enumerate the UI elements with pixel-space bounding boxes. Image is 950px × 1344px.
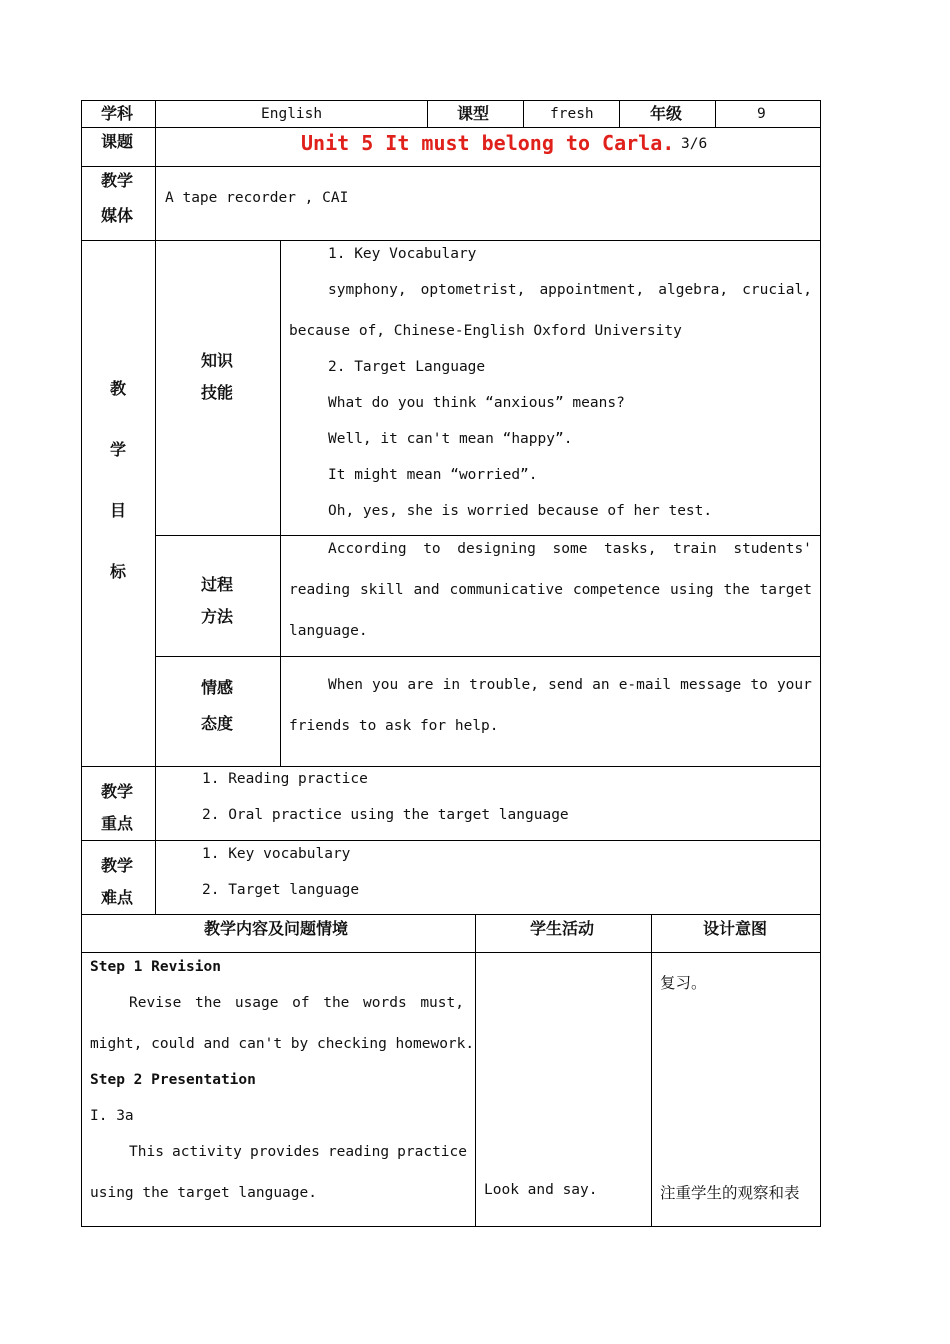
target-language-heading: 2. Target Language	[328, 359, 486, 375]
process-word: some	[552, 541, 588, 557]
lesson-period: 3/6	[681, 136, 708, 152]
vocab-word: algebra,	[658, 282, 729, 298]
step-2-word: provides	[249, 1144, 320, 1160]
table-border	[81, 914, 821, 915]
objectives-label-char: 目	[110, 501, 127, 520]
lesson-title: Unit 5 It must belong to Carla.	[301, 131, 675, 155]
step-2-word: practice	[397, 1144, 467, 1160]
table-border	[427, 100, 428, 128]
design-intent: 注重学生的观察和表	[660, 1184, 800, 1202]
subject-label: 学科	[101, 104, 134, 123]
vocab-word: appointment,	[539, 282, 645, 298]
table-border	[81, 100, 821, 101]
step-1-word: the	[323, 995, 350, 1011]
emotion-word: an	[592, 677, 610, 693]
table-border	[81, 127, 821, 128]
step-1-word: the	[195, 995, 222, 1011]
process-word: students'	[733, 541, 812, 557]
step-2-line-1	[129, 1143, 467, 1161]
target-language-line: Oh, yes, she is worried because of her test.	[328, 503, 713, 519]
step-1-word: must,	[420, 995, 464, 1011]
step-1-word: Revise	[129, 995, 182, 1011]
difficult-point-item: 1. Key vocabulary	[202, 846, 351, 862]
process-label-2: 方法	[201, 607, 234, 626]
table-border	[475, 914, 476, 1227]
table-border	[523, 100, 524, 128]
process-word: According	[328, 541, 407, 557]
key-points-label-2: 重点	[101, 814, 134, 833]
process-word: train	[673, 541, 717, 557]
vocab-word: optometrist,	[420, 282, 526, 298]
emotion-label-2: 态度	[201, 714, 234, 733]
emotion-label-1: 情感	[201, 678, 234, 697]
process-word: tasks,	[604, 541, 657, 557]
objectives-label-char: 学	[110, 440, 127, 459]
step-1-word: words	[363, 995, 407, 1011]
table-border	[81, 766, 821, 767]
table-border	[155, 100, 156, 915]
process-word: reading	[289, 582, 351, 598]
design-intent: 复习。	[660, 974, 707, 992]
process-line-3: language.	[289, 623, 368, 639]
emotion-word: your	[776, 677, 812, 693]
vocab-word: crucial,	[742, 282, 812, 298]
target-language-line: What do you think “anxious” means?	[328, 395, 625, 411]
step-1-word: of	[292, 995, 310, 1011]
objectives-label-char: 教	[110, 379, 127, 398]
table-border	[81, 100, 82, 1227]
difficult-point-item: 2. Target language	[202, 882, 360, 898]
step-1-line-1	[129, 994, 464, 1012]
emotion-word: trouble,	[469, 677, 540, 693]
process-word: target	[759, 582, 812, 598]
table-border	[155, 535, 821, 536]
media-value: A tape recorder , CAI	[165, 190, 349, 206]
topic-label: 课题	[101, 132, 134, 151]
emotion-line-1	[328, 676, 812, 694]
process-line-2	[289, 581, 812, 599]
process-word: communicative	[449, 582, 563, 598]
emotion-word: send	[548, 677, 584, 693]
column-header-activity: 学生活动	[530, 919, 595, 938]
table-border	[81, 166, 821, 167]
lesson-type-label: 课型	[457, 104, 490, 123]
emotion-word: When	[328, 677, 363, 693]
step-2-word: activity	[172, 1144, 242, 1160]
section-label: I. 3a	[90, 1108, 134, 1124]
table-border	[81, 840, 821, 841]
column-header-intent: 设计意图	[703, 919, 768, 938]
knowledge-label-1: 知识	[201, 351, 234, 370]
key-vocabulary-heading: 1. Key Vocabulary	[328, 246, 477, 262]
vocabulary-words	[328, 281, 812, 299]
table-border	[81, 1226, 821, 1227]
subject-value: English	[261, 106, 323, 122]
table-border	[619, 100, 620, 128]
step-1-line-2: might, could and can't by checking homework.	[90, 1036, 475, 1052]
emotion-word: message	[680, 677, 742, 693]
emotion-word: in	[442, 677, 461, 693]
media-label-2: 媒体	[101, 206, 134, 225]
column-header-content: 教学内容及问题情境	[204, 919, 349, 938]
step-1-word: usage	[234, 995, 279, 1011]
table-border	[81, 952, 821, 953]
step-2-word: reading	[327, 1144, 390, 1160]
vocab-word: symphony,	[328, 282, 407, 298]
grade-value: 9	[757, 106, 766, 122]
table-border	[715, 100, 716, 128]
process-word: the	[723, 582, 750, 598]
table-border	[155, 656, 821, 657]
lesson-type-value: fresh	[550, 106, 594, 122]
target-language-line: Well, it can't mean “happy”.	[328, 431, 573, 447]
objectives-label-char: 标	[110, 562, 127, 581]
key-points-label-1: 教学	[101, 782, 134, 801]
process-word: using	[670, 582, 714, 598]
step-1-title: Step 1 Revision	[90, 959, 221, 975]
step-2-title: Step 2 Presentation	[90, 1072, 256, 1088]
knowledge-label-2: 技能	[201, 383, 234, 402]
table-border	[820, 100, 821, 1227]
media-label-1: 教学	[101, 171, 134, 190]
process-word: to	[423, 541, 441, 557]
process-word: skill	[359, 582, 404, 598]
emotion-word: e-mail	[618, 677, 672, 693]
emotion-word: you	[372, 677, 399, 693]
table-border	[651, 914, 652, 1227]
table-border	[280, 240, 281, 767]
difficult-points-label-2: 难点	[101, 888, 134, 907]
step-2-line-2: using the target language.	[90, 1185, 317, 1201]
emotion-word: are	[407, 677, 434, 693]
difficult-points-label-1: 教学	[101, 856, 134, 875]
emotion-word: to	[750, 677, 768, 693]
vocabulary-line-2: because of, Chinese-English Oxford University	[289, 323, 682, 339]
process-word: and	[413, 582, 440, 598]
table-border	[81, 240, 821, 241]
process-word: designing	[457, 541, 536, 557]
process-label-1: 过程	[201, 575, 234, 594]
student-activity: Look and say.	[484, 1182, 598, 1198]
process-line-1	[328, 540, 812, 558]
grade-label: 年级	[650, 104, 683, 123]
process-word: competence	[572, 582, 661, 598]
key-point-item: 2. Oral practice using the target language	[202, 807, 569, 823]
target-language-line: It might mean “worried”.	[328, 467, 538, 483]
key-point-item: 1. Reading practice	[202, 771, 368, 787]
emotion-line-2: friends to ask for help.	[289, 718, 499, 734]
step-2-word: This	[129, 1144, 164, 1160]
